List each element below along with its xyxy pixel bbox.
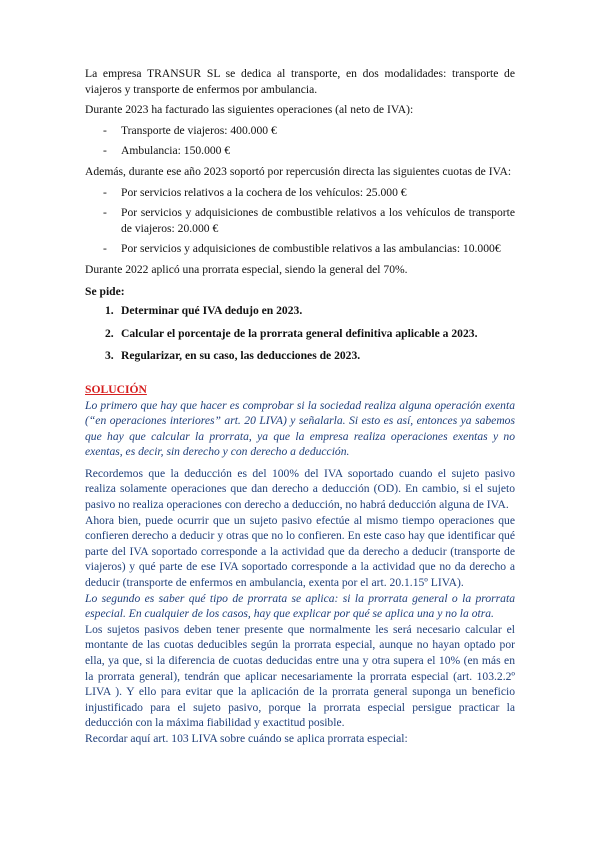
soportado-intro: Además, durante ese año 2023 soportó por repercusión directa las siguientes cuotas de IVA: [85, 164, 512, 178]
se-pide-heading: Se pide: [85, 284, 125, 298]
question-item: 1. Determinar qué IVA dedujo en 2023. [105, 304, 303, 318]
solution-paragraph-2: Recordemos que la deducción es del 100% del IVA soportado cuando el sujeto pasivo realiza solamente operaciones que dan derecho a deducción (OD). En cambio, si el sujeto pasivo no realiza operaciones con derecho a deducción, no habrá deducción alguna de IVA. [85, 466, 515, 512]
document-page [85, 66, 515, 747]
solution-paragraph-3: Ahora bien, puede ocurrir que un sujeto pasivo efectúe al mismo tiempo operaciones que confieren derecho a deducir y otras que no lo confieren. En este caso hay que identificar qué parte del IVA soportado corresponde a la actividad que da derecho a deducir (transporte de viajeros) y qué parte de ese IVA soportado corresponde a la actividad que no da derecho a deducir (transporte de enfermos en ambulancia, exenta por el art. 20.1.15º LIVA). [85, 513, 515, 590]
question-item: 3. Regularizar, en su caso, las deducciones de 2023. [105, 349, 361, 363]
soportado-list [85, 185, 515, 257]
intro-paragraph: La empresa TRANSUR SL se dedica al transporte, en dos modalidades: transporte de viajeros y transporte de enfermos por ambulancia. [85, 67, 515, 96]
solution-paragraph-1: Lo primero que hay que hacer es comprobar si la sociedad realiza alguna operación exenta (“en operaciones interiores” art. 20 LIVA) y señalarla. Si esto es así, entonces ya sabemos que hay que calcular la prorrata, ya que la empresa realiza operaciones exentas y no exentas, es decir, sin derecho y con derecho a deducción. [85, 398, 515, 459]
solution-paragraph-4: Lo segundo es saber qué tipo de prorrata se aplica: si la prorrata general o la prorrata especial. En cualquier de los casos, hay que explicar por qué se aplica una y no la otra. [85, 591, 515, 621]
list-item: - Ambulancia: 150.000 € [103, 144, 231, 158]
question-item: 2. Calcular el porcentaje de la prorrata general definitiva aplicable a 2023. [105, 326, 478, 340]
solucion-heading: SOLUCIÓN [85, 382, 147, 396]
list-item: - Por servicios relativos a la cochera de los vehículos: 25.000 € [103, 185, 407, 199]
list-item: - Por servicios y adquisiciones de combustible relativos a las ambulancias: 10.000€ [103, 242, 501, 256]
list-item: - Transporte de viajeros: 400.000 € [103, 123, 277, 137]
facturado-list [85, 123, 515, 159]
facturado-intro: Durante 2023 ha facturado las siguientes operaciones (al neto de IVA): [85, 103, 414, 117]
prorrata-2022: Durante 2022 aplicó una prorrata especial, siendo la general del 70%. [85, 262, 408, 276]
questions-list [85, 303, 515, 364]
solution-paragraph-5: Los sujetos pasivos deben tener presente que normalmente les será necesario calcular el montante de las cuotas deducibles según la prorrata especial, aunque no hayan optado por ella, ya que, si la diferencia de cuotas deducidas entre una y otra supera el 10% (en más en la prorrata general), tendrán que aplicar necesariamente la prorrata especial (art. 103.2.2º LIVA ). Y ello para evitar que la aplicación de la prorrata general suponga un beneficio injustificado para el sujeto pasivo, porque la prorrata especial persigue practicar la deducción con la máxima fiabilidad y exactitud posible. [85, 622, 515, 730]
list-item: - Por servicios y adquisiciones de combustible relativos a los vehículos de transporte de viajeros: 20.000 € [103, 206, 515, 235]
solution-paragraph-6: Recordar aquí art. 103 LIVA sobre cuándo se aplica prorrata especial: [85, 731, 408, 745]
